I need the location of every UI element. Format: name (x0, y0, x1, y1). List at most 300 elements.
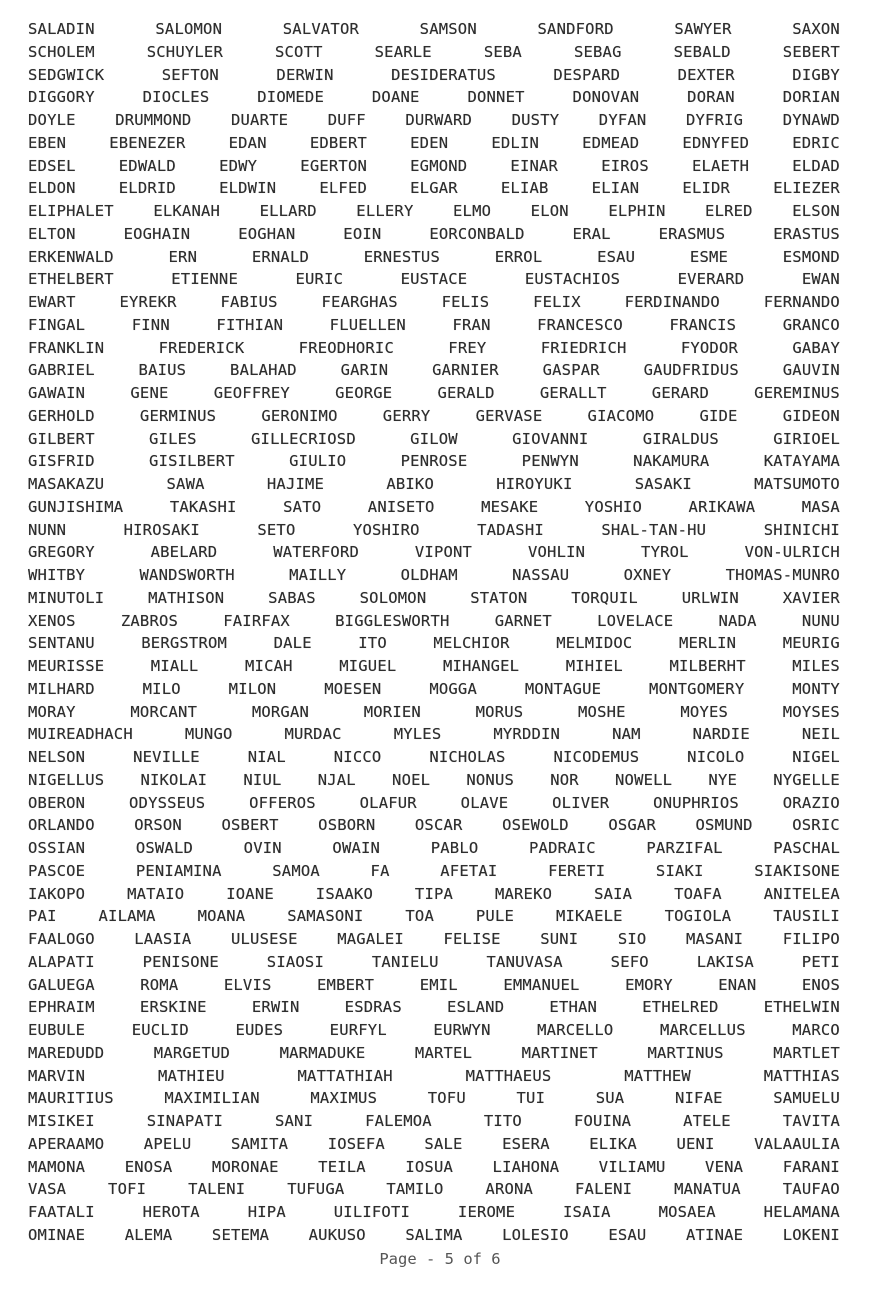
name-word: VALAAULIA (754, 1134, 840, 1153)
name-line (28, 1156, 840, 1179)
name-word: OMINAE (28, 1225, 86, 1244)
name-word: MIGUEL (339, 657, 397, 675)
name-word: SEFTON (161, 65, 219, 84)
name-word: EDWY (219, 156, 258, 175)
name-word: PENISONE (142, 952, 219, 971)
name-word: ATELE (683, 1112, 731, 1130)
name-word: MUIREADHACH (28, 725, 133, 744)
name-word: FAIRFAX (223, 611, 290, 630)
name-word: SAWA (166, 475, 205, 493)
name-word: TUFUGA (287, 1180, 345, 1199)
name-word: EMIL (419, 975, 458, 994)
name-word: MOANA (197, 907, 246, 926)
name-word: TAUFAO (782, 1180, 840, 1199)
name-word: FERNANDO (763, 293, 840, 311)
name-word: SETEMA (211, 1225, 270, 1244)
name-word: SCHUYLER (146, 42, 223, 61)
name-word: ALEMA (124, 1225, 173, 1244)
name-word: LOVELACE (597, 611, 674, 630)
name-word: SATO (283, 497, 322, 516)
name-word: SEBA (483, 42, 522, 61)
name-line (28, 1110, 840, 1133)
name-word: ATINAE (685, 1225, 744, 1244)
name-line (28, 701, 840, 724)
name-word: ELGAR (410, 179, 458, 198)
name-word: EUSTACHIOS (524, 270, 621, 289)
name-word: SCOTT (274, 42, 323, 61)
name-word: ELPHIN (608, 202, 666, 220)
name-word: MARGETUD (153, 1043, 231, 1062)
name-word: MIHANGEL (442, 657, 520, 675)
name-word: AILAMA (98, 907, 156, 926)
name-line (28, 450, 840, 473)
name-line (28, 996, 840, 1019)
name-word: MONTGOMERY (649, 679, 745, 698)
name-word: GARIN (340, 361, 389, 380)
name-word: MILBERHT (669, 657, 746, 675)
name-word: GAWAIN (28, 384, 86, 402)
name-word: ERNESTUS (363, 247, 440, 266)
name-word: BAIUS (138, 361, 187, 380)
name-word: FOUINA (573, 1112, 632, 1130)
name-word: ELVIS (223, 975, 272, 994)
name-line (28, 268, 840, 291)
name-line (28, 632, 840, 655)
name-line (28, 359, 840, 382)
name-word: TOFI (108, 1180, 147, 1199)
name-word: NIUL (243, 770, 282, 789)
name-word: EGERTON (300, 156, 368, 175)
name-line (28, 723, 840, 746)
name-word: IAKOPO (28, 884, 86, 903)
name-line (28, 1087, 840, 1110)
name-word: TOAFA (674, 884, 722, 903)
name-word: DRUMMOND (115, 111, 192, 129)
name-word: ELMO (453, 202, 492, 220)
name-word: ELIEZER (773, 179, 840, 198)
name-word: ALAPATI (28, 952, 95, 971)
name-word: SUA (595, 1089, 625, 1108)
name-word: EINAR (510, 156, 559, 175)
name-word: LOLESIO (502, 1225, 569, 1244)
name-word: ORLANDO (28, 816, 95, 835)
name-word: THOMAS-MUNRO (725, 566, 840, 584)
name-word: GISFRID (28, 452, 95, 471)
name-word: DIGBY (792, 65, 840, 84)
name-line (28, 200, 840, 223)
name-word: HIPA (247, 1203, 286, 1221)
name-word: TAKASHI (169, 497, 237, 516)
name-word: MIHIEL (565, 657, 623, 675)
name-word: MILES (792, 657, 840, 675)
name-word: ELIKA (589, 1134, 637, 1153)
name-word: EOIN (343, 224, 382, 243)
name-line (28, 1042, 840, 1065)
name-word: OSRIC (792, 816, 840, 835)
name-line (28, 814, 840, 837)
name-word: HELAMANA (763, 1203, 840, 1221)
name-word: MORONAE (211, 1157, 279, 1176)
name-word: ODYSSEUS (129, 793, 206, 812)
name-word: SINAPATI (146, 1112, 223, 1130)
name-word: GERVASE (475, 406, 543, 425)
name-word: GILLECRIOSD (251, 429, 356, 448)
name-word: ELKANAH (153, 202, 221, 220)
name-word: EBEN (28, 133, 67, 152)
name-word: DOANE (371, 88, 420, 107)
name-word: MARCELLO (537, 1021, 614, 1039)
name-word: ABIKO (386, 475, 434, 493)
name-word: ELDAD (792, 156, 840, 175)
name-word: VENA (705, 1157, 744, 1176)
name-word: MOGGA (429, 679, 477, 698)
name-word: SANI (274, 1112, 314, 1130)
name-word: IOANE (226, 884, 274, 903)
name-word: FEARGHAS (321, 293, 398, 311)
name-word: FARANI (782, 1157, 840, 1176)
name-word: MORAY (28, 702, 76, 721)
name-word: NOR (550, 770, 579, 789)
name-word: NIKOLAI (140, 770, 208, 789)
name-word: NIAL (247, 748, 286, 766)
name-word: APERAAMO (28, 1134, 105, 1153)
name-word: MUNGO (184, 725, 233, 744)
name-word: ESAU (608, 1225, 647, 1244)
name-word: OFFEROS (249, 793, 316, 812)
name-word: LOKENI (782, 1225, 840, 1244)
name-word: GIRALDUS (642, 429, 719, 448)
name-word: DUSTY (511, 111, 560, 129)
name-line (28, 337, 840, 360)
name-word: EMORY (625, 975, 673, 994)
name-word: NJAL (317, 770, 356, 789)
name-word: FELISE (443, 930, 501, 948)
name-word: ELIAN (591, 179, 640, 198)
name-word: GILOW (410, 429, 458, 448)
name-word: IOSEFA (327, 1134, 385, 1153)
name-word: PENIAMINA (135, 861, 222, 880)
name-word: ELFED (319, 179, 368, 198)
name-word: ELDON (28, 179, 76, 198)
name-word: DALE (273, 634, 312, 653)
name-word: MEURIG (782, 634, 840, 653)
name-word: EORCONBALD (429, 224, 525, 243)
name-word: PASCHAL (773, 839, 840, 857)
name-word: MICAH (245, 657, 293, 675)
name-line (28, 291, 840, 314)
name-word: EDWALD (118, 156, 176, 175)
name-word: ERWIN (251, 998, 300, 1017)
name-word: SEARLE (374, 42, 432, 61)
name-word: ISAIA (563, 1203, 611, 1221)
name-word: DESPARD (553, 65, 621, 84)
name-word: MARCO (792, 1021, 840, 1039)
name-word: MATTATHIAH (297, 1066, 393, 1085)
name-word: WANDSWORTH (139, 566, 235, 584)
name-word: SALADIN (28, 20, 95, 38)
name-word: DIOMEDE (257, 88, 324, 107)
name-word: SETO (257, 520, 296, 539)
name-word: ANISETO (367, 497, 435, 516)
name-word: MELCHIOR (433, 634, 510, 653)
name-word: GEREMINUS (754, 384, 840, 402)
name-word: MARTEL (414, 1043, 473, 1062)
name-word: FA (370, 861, 390, 880)
name-word: EDLIN (491, 133, 540, 152)
name-word: MOYSES (782, 702, 840, 721)
name-word: DUFF (327, 111, 366, 129)
name-word: GIDE (699, 406, 738, 425)
name-line (28, 1133, 840, 1156)
name-word: EDAN (228, 133, 267, 152)
name-word: SEBALD (673, 42, 731, 61)
name-word: MERLIN (679, 634, 737, 653)
name-word: TOGIOLA (664, 907, 732, 926)
name-word: ORAZIO (782, 793, 840, 812)
name-word: FINN (131, 315, 170, 334)
name-word: SALIMA (405, 1225, 463, 1244)
name-word: ABELARD (150, 543, 218, 562)
name-line (28, 746, 840, 769)
name-word: SOLOMON (359, 588, 427, 607)
name-word: GARNIER (432, 361, 499, 380)
name-word: EOGHAIN (123, 224, 191, 243)
name-word: AFETAI (440, 861, 498, 880)
name-word: STATON (470, 588, 528, 607)
name-word: MAILLY (289, 566, 347, 584)
name-word: OSEWOLD (502, 816, 569, 835)
name-word: ERNALD (251, 247, 310, 266)
name-word: SAMOA (272, 861, 320, 880)
name-word: DESIDERATUS (391, 65, 496, 84)
name-word: GIRIOEL (773, 429, 840, 448)
name-word: EBENEZER (109, 133, 186, 152)
name-line (28, 18, 840, 41)
name-word: IOSUA (405, 1157, 454, 1176)
name-word: GERHOLD (28, 406, 95, 425)
name-word: BIGGLESWORTH (335, 611, 450, 630)
name-word: UILIFOTI (333, 1203, 411, 1221)
name-word: ELAETH (691, 156, 750, 175)
name-word: EPHRAIM (28, 998, 95, 1017)
name-word: NOWELL (615, 770, 673, 789)
name-line (28, 1201, 840, 1224)
name-word: OBERON (28, 793, 86, 812)
name-word: YOSHIO (584, 497, 642, 516)
name-word: MYRDDIN (493, 725, 561, 744)
name-word: ELLERY (356, 202, 414, 220)
name-line (28, 769, 840, 792)
name-word: MINUTOLI (28, 588, 105, 607)
name-word: DYNAWD (782, 111, 840, 129)
name-line (28, 246, 840, 269)
name-word: ARIKAWA (688, 497, 756, 516)
name-word: SEBAG (573, 42, 622, 61)
name-word: MORGAN (251, 702, 310, 721)
name-word: EDMEAD (582, 133, 640, 152)
name-word: XAVIER (782, 588, 840, 607)
name-word: ETHAN (549, 998, 598, 1017)
name-word: ULUSESE (230, 930, 298, 948)
name-word: ESMOND (782, 247, 840, 266)
name-word: NUNN (28, 520, 67, 539)
name-word: MURDAC (284, 725, 342, 744)
name-word: KATAYAMA (763, 452, 840, 471)
name-line (28, 223, 840, 246)
name-word: ESAU (597, 247, 636, 266)
name-word: DUARTE (230, 111, 289, 129)
name-line (28, 1019, 840, 1042)
name-word: MATTHIAS (763, 1066, 840, 1085)
name-word: PENWYN (521, 452, 579, 471)
names-list (28, 18, 840, 1247)
name-word: MATHIEU (157, 1066, 225, 1085)
name-word: FILIPO (782, 930, 840, 948)
name-word: GISILBERT (149, 452, 235, 471)
name-line (28, 64, 840, 87)
name-word: DURWARD (405, 111, 473, 129)
name-word: GABRIEL (28, 361, 95, 380)
name-word: MOYES (680, 702, 729, 721)
name-word: VIPONT (414, 543, 473, 562)
name-word: MATTHAEUS (465, 1066, 552, 1085)
name-word: EGMOND (410, 156, 468, 175)
name-word: DERWIN (276, 65, 334, 84)
name-word: HEROTA (142, 1203, 200, 1221)
name-word: GIDEON (782, 406, 840, 425)
name-word: TIPA (414, 884, 454, 903)
name-word: ELIPHALET (28, 202, 114, 220)
name-word: ESERA (502, 1134, 550, 1153)
name-word: NIGEL (792, 748, 840, 766)
name-line (28, 132, 840, 155)
name-word: TEILA (318, 1157, 366, 1176)
name-word: DORIAN (782, 88, 840, 107)
name-word: NICCO (333, 748, 382, 766)
name-word: MASANI (685, 930, 744, 948)
name-word: ETHELWIN (763, 998, 840, 1017)
name-word: MISIKEI (28, 1112, 95, 1130)
name-word: MATTHEW (624, 1066, 691, 1085)
name-word: NEIL (801, 725, 840, 744)
name-word: FREDERICK (158, 338, 245, 357)
name-word: BERGSTROM (141, 634, 228, 653)
name-word: MATSUMOTO (754, 475, 840, 493)
name-word: GARNET (494, 611, 552, 630)
name-word: FREODHORIC (298, 338, 394, 357)
name-word: VON-ULRICH (744, 543, 840, 562)
name-word: PADRAIC (529, 839, 596, 857)
name-word: TAUSILI (773, 907, 840, 926)
name-word: MILON (228, 679, 277, 698)
name-word: OSBERT (221, 816, 279, 835)
name-word: FINGAL (28, 315, 86, 334)
name-word: FELIS (441, 293, 490, 311)
name-word: ESDRAS (344, 998, 402, 1017)
name-line (28, 155, 840, 178)
name-word: ITO (358, 634, 387, 653)
name-word: FITHIAN (216, 315, 284, 334)
name-word: NICODEMUS (553, 748, 640, 766)
name-word: HIROYUKI (496, 475, 573, 493)
name-word: EUSTACE (400, 270, 468, 289)
name-word: MOESEN (324, 679, 382, 698)
name-word: NIFAE (674, 1089, 723, 1108)
name-word: GENE (130, 384, 169, 402)
name-word: FAATALI (28, 1203, 95, 1221)
name-word: OSMUND (695, 816, 753, 835)
name-word: VASA (28, 1180, 67, 1199)
name-word: NASSAU (512, 566, 570, 584)
name-line (28, 610, 840, 633)
name-word: GIACOMO (587, 406, 655, 425)
name-word: FRAN (452, 315, 491, 334)
name-word: GERMINUS (139, 406, 217, 425)
name-line (28, 41, 840, 64)
name-word: GABAY (792, 338, 840, 357)
name-line (28, 519, 840, 542)
name-word: SUNI (540, 930, 579, 948)
name-word: FALEMOA (365, 1112, 432, 1130)
name-word: FALENI (575, 1180, 633, 1199)
name-word: PASCOE (28, 861, 86, 880)
name-line (28, 655, 840, 678)
name-line (28, 86, 840, 109)
name-word: OLIVER (552, 793, 610, 812)
name-word: LAASIA (134, 930, 192, 948)
name-word: MAREDUDD (28, 1043, 105, 1062)
name-word: MARCELLUS (659, 1021, 746, 1039)
name-word: OXNEY (623, 566, 672, 584)
name-word: NAM (612, 725, 641, 744)
name-word: ELDWIN (219, 179, 277, 198)
name-word: DOYLE (28, 111, 76, 129)
name-word: PENROSE (400, 452, 468, 471)
name-word: MARTINET (521, 1043, 598, 1062)
name-word: NUNU (801, 611, 840, 630)
name-word: MARTLET (773, 1043, 840, 1062)
name-word: DIOCLES (142, 88, 210, 107)
name-word: SANDFORD (537, 20, 614, 38)
name-line (28, 951, 840, 974)
name-word: OSCAR (414, 816, 463, 835)
name-word: DYFAN (598, 111, 647, 129)
name-word: ROMA (140, 975, 179, 994)
name-word: DONOVAN (572, 88, 640, 107)
name-word: FRANKLIN (28, 338, 105, 357)
name-word: TITO (483, 1112, 522, 1130)
name-word: DONNET (467, 88, 525, 107)
name-word: MARTINUS (647, 1043, 724, 1062)
name-word: EWART (28, 293, 76, 311)
name-word: BALAHAD (230, 361, 297, 380)
name-word: TADASHI (477, 520, 544, 539)
name-word: PARZIFAL (646, 839, 723, 857)
name-word: URLWIN (681, 588, 739, 607)
name-word: ELSON (792, 202, 840, 220)
name-word: SEBERT (782, 42, 840, 61)
name-word: EDEN (410, 133, 449, 152)
name-word: DEXTER (677, 65, 735, 84)
name-word: ISAAKO (315, 884, 373, 903)
name-word: SALVATOR (282, 20, 360, 38)
name-word: ELIDR (682, 179, 731, 198)
name-word: SCHOLEM (28, 42, 95, 61)
name-word: ELLARD (259, 202, 317, 220)
name-line (28, 473, 840, 496)
name-line (28, 428, 840, 451)
name-word: OVIN (243, 839, 282, 857)
